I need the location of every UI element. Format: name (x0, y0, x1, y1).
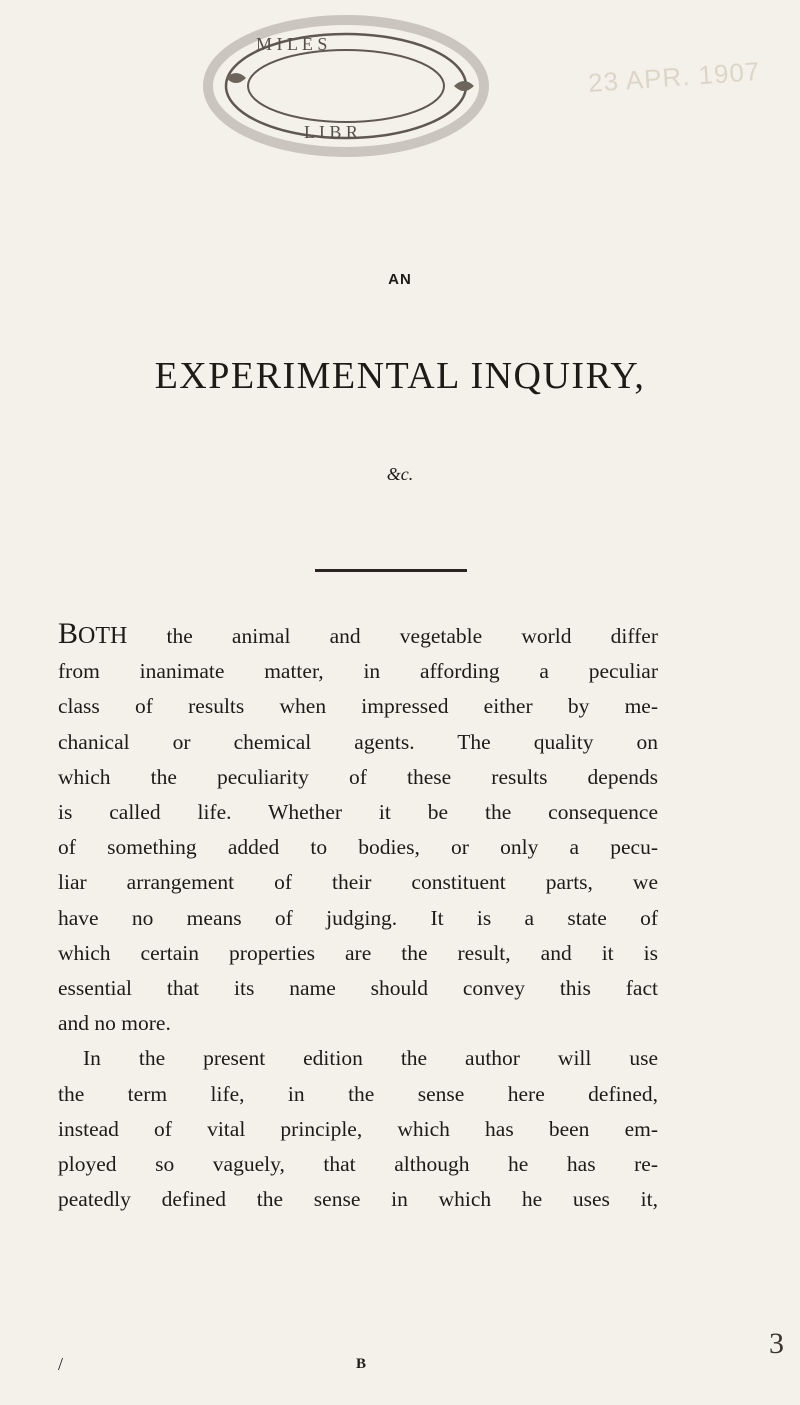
paragraph-1-line: chanical or chemical agents. The quality on (58, 729, 658, 754)
paragraph-1-line: which certain properties are the result, and it is (58, 940, 658, 965)
paragraph-1-line: essential that its name should convey this fact (58, 976, 658, 1001)
body-text (58, 619, 658, 1217)
svg-text:L I B R: L I B R (304, 122, 358, 142)
signature-mark: B (356, 1356, 367, 1372)
margin-mark-left: / (58, 1354, 64, 1374)
paragraph-1-line: liar arrangement of their constituent parts, we (58, 870, 658, 895)
svg-text:M I L E S: M I L E S (256, 34, 328, 54)
paragraph-1-line: have no means of judging. It is a state of (58, 905, 658, 930)
paragraph-2-line: peatedly defined the sense in which he uses it, (58, 1187, 658, 1212)
paragraph-1-line: from inanimate matter, in affording a peculiar (58, 659, 658, 684)
paragraph-2-line: the term life, in the sense here defined, (58, 1081, 658, 1106)
paragraph-1-line-1: BOTH the animal and vegetable world differ (58, 617, 658, 650)
drop-cap: B (58, 617, 79, 650)
paragraph-1-line: and no more. (58, 1011, 171, 1036)
library-stamp (196, 8, 496, 164)
paragraph-1-line: class of results when impressed either by me- (58, 694, 658, 719)
margin-mark-right: 3 (769, 1327, 784, 1360)
heading-pre: AN (388, 271, 412, 288)
divider-rule (315, 569, 467, 572)
lead-word: OTH (78, 623, 128, 649)
page-title: EXPERIMENTAL INQUIRY, (154, 355, 646, 397)
heading-etc: &c. (386, 464, 414, 484)
paragraph-1-line: is called life. Whether it be the consequence (58, 800, 658, 825)
date-stamp: 23 APR. 1907 (587, 56, 762, 98)
paragraph-2 (58, 1041, 658, 1217)
paragraph-1 (58, 619, 658, 1041)
paragraph-2-line: In the present edition the author will use (83, 1046, 658, 1071)
paragraph-1-line: which the peculiarity of these results depends (58, 764, 658, 789)
paragraph-2-line: ployed so vaguely, that although he has re- (58, 1152, 658, 1177)
paragraph-2-line: instead of vital principle, which has been em- (58, 1116, 658, 1141)
paragraph-1-line: of something added to bodies, or only a pecu- (58, 835, 658, 860)
